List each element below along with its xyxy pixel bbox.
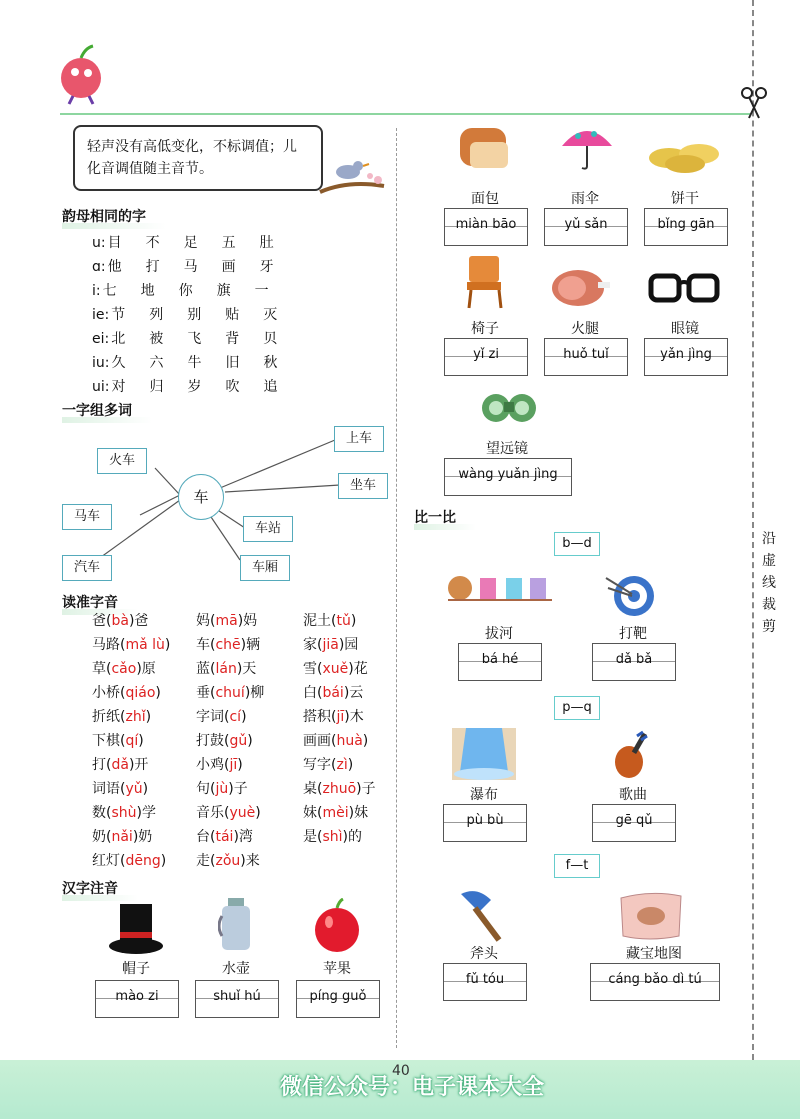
read-text: 小桥( xyxy=(92,685,126,701)
pinyin-text: pù bù xyxy=(466,813,504,828)
pinyin-text: huǒ tuǐ xyxy=(563,347,609,362)
tug-of-war-icon xyxy=(444,568,554,614)
read-item xyxy=(92,826,152,846)
pinyin-box xyxy=(590,963,720,1001)
picture-word: 斧头 xyxy=(470,946,498,962)
read-item xyxy=(303,634,358,654)
read-item xyxy=(196,682,264,702)
finals-row xyxy=(92,376,301,396)
read-pinyin: chuí xyxy=(215,685,245,701)
read-pinyin: zhuō xyxy=(322,781,357,797)
read-text: 家( xyxy=(303,637,323,653)
read-item xyxy=(196,850,260,870)
read-text: )云 xyxy=(343,685,364,701)
finals-char: 飞 xyxy=(187,331,202,347)
scissors-icon xyxy=(740,86,768,120)
read-text: )子 xyxy=(356,781,376,797)
read-text: 爸( xyxy=(92,613,112,629)
finals-char: 七 xyxy=(102,283,117,299)
read-pinyin: bà xyxy=(111,613,129,629)
read-pinyin: shì xyxy=(322,829,343,845)
note-text: 轻声没有高低变化，不标调值；儿化音调值随主音节。 xyxy=(87,139,297,177)
pinyin-text: bá hé xyxy=(481,652,519,667)
pinyin-box xyxy=(544,338,628,376)
read-text: 泥土( xyxy=(303,613,337,629)
pinyin-box xyxy=(644,208,728,246)
section-read-title: 读准字音 xyxy=(62,592,118,612)
picture-word: 水壶 xyxy=(222,961,250,977)
read-item xyxy=(196,634,260,654)
read-pinyin: jī xyxy=(229,757,238,773)
read-item xyxy=(303,826,362,846)
read-pinyin: qí xyxy=(125,733,139,749)
finals-char: 追 xyxy=(263,379,278,395)
read-pinyin: nǎi xyxy=(111,829,133,845)
finals-char: 马 xyxy=(183,259,198,275)
read-item xyxy=(196,778,248,798)
pinyin-box xyxy=(95,980,179,1018)
pinyin-text: bǐng gān xyxy=(657,217,715,232)
section-finals-title: 韵母相同的字 xyxy=(62,206,146,226)
mindmap-node: 马车 xyxy=(62,504,112,530)
finals-char: 不 xyxy=(145,235,160,251)
violin-icon xyxy=(607,730,655,780)
read-item xyxy=(92,730,144,750)
read-pinyin: gǔ xyxy=(229,733,248,749)
finals-char: 列 xyxy=(149,307,164,323)
read-text: ) xyxy=(155,685,161,701)
waterfall-icon xyxy=(452,728,516,780)
read-text: )辆 xyxy=(240,637,261,653)
finals-char: 对 xyxy=(111,379,126,395)
finals-char: 别 xyxy=(187,307,202,323)
read-pinyin: cí xyxy=(229,709,242,725)
pinyin-box xyxy=(644,338,728,376)
finals-char: 他 xyxy=(107,259,122,275)
finals-char: 灭 xyxy=(263,307,278,323)
side-char: 虚 xyxy=(762,553,776,569)
treasure-map-icon xyxy=(617,890,687,942)
finals-char: 岁 xyxy=(187,379,202,395)
axe-icon xyxy=(455,886,505,944)
pinyin-box xyxy=(592,643,676,681)
finals-char: 牙 xyxy=(259,259,274,275)
finals-char: 归 xyxy=(149,379,164,395)
finals-char: 牛 xyxy=(187,355,202,371)
read-text: )学 xyxy=(136,805,156,821)
picture-word: 藏宝地图 xyxy=(626,946,682,962)
section-compare-title: 比一比 xyxy=(414,507,456,527)
read-text: 句( xyxy=(196,781,216,797)
apple-icon xyxy=(312,898,362,954)
note-box xyxy=(73,125,323,191)
read-pinyin: xuě xyxy=(322,661,349,677)
finals-char: 足 xyxy=(183,235,198,251)
read-item xyxy=(303,802,368,822)
read-item xyxy=(303,682,363,702)
top-rule xyxy=(60,113,750,115)
picture-word: 椅子 xyxy=(471,321,499,337)
read-pinyin: zǒu xyxy=(215,853,241,869)
read-item xyxy=(92,754,148,774)
chair-icon xyxy=(463,254,507,310)
read-text: )园 xyxy=(338,637,359,653)
read-item xyxy=(92,658,156,678)
read-text: ) xyxy=(350,613,357,629)
compare-pair: f—t xyxy=(554,854,600,878)
read-pinyin: lán xyxy=(215,661,237,677)
cut-instruction xyxy=(758,528,780,638)
finals-char: 贝 xyxy=(263,331,278,347)
finals-row xyxy=(92,256,298,276)
read-text: 数( xyxy=(92,805,112,821)
read-item xyxy=(196,802,261,822)
finals-char: 北 xyxy=(111,331,126,347)
read-text: 走( xyxy=(196,853,216,869)
read-text: ) xyxy=(142,781,149,797)
pinyin-text: yǐ zi xyxy=(473,347,499,362)
finals-char: 五 xyxy=(221,235,236,251)
read-pinyin: qiáo xyxy=(125,685,156,701)
read-item xyxy=(196,730,253,750)
read-text: )木 xyxy=(344,709,364,725)
compare-pair: b—d xyxy=(554,532,600,556)
picture-word: 雨伞 xyxy=(571,191,599,207)
read-pinyin: zì xyxy=(336,757,348,773)
read-pinyin: mā xyxy=(215,613,238,629)
read-item xyxy=(92,634,170,654)
column-divider xyxy=(396,128,397,1048)
picture-word: 歌曲 xyxy=(619,787,647,803)
mindmap-node: 汽车 xyxy=(62,555,112,581)
pinyin-text: mào zi xyxy=(115,989,159,1004)
pinyin-box xyxy=(444,338,528,376)
pinyin-box xyxy=(458,643,542,681)
read-pinyin: chē xyxy=(215,637,241,653)
compare-pair: p—q xyxy=(554,696,600,720)
read-text: 打鼓( xyxy=(196,733,230,749)
finals-char: 吹 xyxy=(225,379,240,395)
read-text: 画画( xyxy=(303,733,337,749)
apple-mascot-icon xyxy=(55,42,110,107)
finals-char: 一 xyxy=(254,283,269,299)
read-text: 白( xyxy=(303,685,323,701)
finals-char: 久 xyxy=(111,355,126,371)
read-text: 词语( xyxy=(92,781,126,797)
read-text: )妈 xyxy=(237,613,258,629)
read-item xyxy=(196,754,243,774)
side-char: 沿 xyxy=(762,531,776,547)
picture-word: 火腿 xyxy=(571,321,599,337)
finals-label: ui: xyxy=(92,379,110,395)
pinyin-text: píng guǒ xyxy=(309,989,367,1004)
finals-row xyxy=(92,328,301,348)
picture-word: 眼镜 xyxy=(671,321,699,337)
read-pinyin: dēng xyxy=(125,853,161,869)
finals-label: ei: xyxy=(92,331,110,347)
read-text: ) xyxy=(255,805,261,821)
finals-label: ɑ: xyxy=(92,259,106,275)
mindmap-node: 坐车 xyxy=(338,473,388,499)
binoculars-icon xyxy=(478,382,540,432)
finals-char: 地 xyxy=(140,283,155,299)
finals-label: ie: xyxy=(92,307,110,323)
finals-row xyxy=(92,280,293,300)
read-pinyin: zhǐ xyxy=(125,709,146,725)
read-pinyin: shù xyxy=(111,805,137,821)
read-text: )妹 xyxy=(348,805,369,821)
ham-icon xyxy=(548,262,612,310)
read-pinyin: mèi xyxy=(322,805,349,821)
read-pinyin: mǎ lù xyxy=(125,637,165,653)
finals-row xyxy=(92,232,298,252)
read-text: )原 xyxy=(136,661,156,677)
picture-word: 望远镜 xyxy=(486,441,528,457)
finals-char: 贴 xyxy=(225,307,240,323)
read-pinyin: cǎo xyxy=(111,661,137,677)
read-text: )的 xyxy=(342,829,362,845)
finals-char: 旧 xyxy=(225,355,240,371)
read-text: 桌( xyxy=(303,781,323,797)
finals-char: 目 xyxy=(107,235,122,251)
read-item xyxy=(92,802,156,822)
read-text: 草( xyxy=(92,661,112,677)
finals-char: 打 xyxy=(145,259,160,275)
finals-label: iu: xyxy=(92,355,110,371)
read-text: 红灯( xyxy=(92,853,126,869)
read-text: ) xyxy=(362,733,369,749)
read-pinyin: yuè xyxy=(229,805,256,821)
read-text: 下棋( xyxy=(92,733,126,749)
read-item xyxy=(303,610,356,630)
read-text: 蓝( xyxy=(196,661,216,677)
read-text: ) xyxy=(164,637,171,653)
read-text: )来 xyxy=(240,853,260,869)
section-one-char-title: 一字组多词 xyxy=(62,400,132,420)
picture-word: 面包 xyxy=(471,191,499,207)
read-text: )柳 xyxy=(244,685,265,701)
side-char: 线 xyxy=(762,575,776,591)
read-text: )花 xyxy=(348,661,368,677)
read-text: 台( xyxy=(196,829,216,845)
read-text: ) xyxy=(241,709,247,725)
read-item xyxy=(92,682,161,702)
read-item xyxy=(196,706,247,726)
pinyin-box xyxy=(443,963,527,1001)
finals-char: 六 xyxy=(149,355,164,371)
page-number: 40 xyxy=(392,1063,410,1079)
read-item xyxy=(196,826,253,846)
read-text: 搭积( xyxy=(303,709,337,725)
read-text: ) xyxy=(247,733,253,749)
side-char: 裁 xyxy=(762,597,776,613)
read-pinyin: huà xyxy=(336,733,363,749)
bird-branch-icon xyxy=(318,150,388,195)
pinyin-text: yǎn jìng xyxy=(660,347,712,362)
pinyin-box xyxy=(195,980,279,1018)
read-text: ) xyxy=(160,853,167,869)
read-text: 雪( xyxy=(303,661,323,677)
mindmap-node: 上车 xyxy=(334,426,384,452)
picture-word: 饼干 xyxy=(671,191,699,207)
read-pinyin: jiā xyxy=(322,637,339,653)
kettle-icon xyxy=(218,896,254,954)
read-text: 妹( xyxy=(303,805,323,821)
read-text: 垂( xyxy=(196,685,216,701)
finals-label: u: xyxy=(92,235,106,251)
read-text: 折纸( xyxy=(92,709,126,725)
pinyin-text: cáng bǎo dì tú xyxy=(608,972,702,987)
read-text: 音乐( xyxy=(196,805,230,821)
read-pinyin: dǎ xyxy=(111,757,129,773)
finals-char: 被 xyxy=(149,331,164,347)
read-text: ) xyxy=(138,733,144,749)
read-text: )天 xyxy=(236,661,257,677)
read-pinyin: bái xyxy=(322,685,344,701)
finals-char: 画 xyxy=(221,259,236,275)
read-text: 小鸡( xyxy=(196,757,230,773)
pinyin-box xyxy=(592,804,676,842)
read-text: )爸 xyxy=(128,613,149,629)
mindmap-center: 车 xyxy=(178,474,224,520)
read-text: 字词( xyxy=(196,709,230,725)
pinyin-text: fǔ tóu xyxy=(465,972,505,987)
read-text: )开 xyxy=(128,757,149,773)
pinyin-box xyxy=(443,804,527,842)
pinyin-box xyxy=(444,458,572,496)
pinyin-box xyxy=(544,208,628,246)
read-item xyxy=(92,706,151,726)
finals-char: 旗 xyxy=(216,283,231,299)
read-item xyxy=(92,610,148,630)
cut-line xyxy=(752,0,754,1060)
read-text: ) xyxy=(145,709,152,725)
finals-row xyxy=(92,304,301,324)
finals-char: 背 xyxy=(225,331,240,347)
read-text: 马路( xyxy=(92,637,126,653)
read-text: 妈( xyxy=(196,613,216,629)
read-item xyxy=(303,706,364,726)
read-text: 是( xyxy=(303,829,323,845)
read-item xyxy=(92,850,166,870)
pinyin-box xyxy=(296,980,380,1018)
pinyin-text: gē qǔ xyxy=(615,813,653,828)
read-text: ) xyxy=(237,757,243,773)
read-item xyxy=(303,778,376,798)
finals-char: 节 xyxy=(111,307,126,323)
read-pinyin: yǔ xyxy=(125,781,143,797)
mindmap-node: 车厢 xyxy=(240,555,290,581)
finals-char: 你 xyxy=(178,283,193,299)
read-text: 打( xyxy=(92,757,112,773)
read-item xyxy=(303,658,368,678)
hat-icon xyxy=(108,902,164,956)
read-item xyxy=(303,754,353,774)
umbrella-icon xyxy=(558,122,616,172)
pinyin-text: shuǐ hú xyxy=(213,989,261,1004)
finals-row xyxy=(92,352,301,372)
biscuits-icon xyxy=(647,136,723,176)
target-icon xyxy=(604,568,656,620)
picture-word: 瀑布 xyxy=(470,787,498,803)
footer-text: 微信公众号：电子课本大全 xyxy=(280,1075,545,1100)
read-pinyin: tái xyxy=(215,829,234,845)
picture-word: 苹果 xyxy=(323,961,351,977)
read-text: )湾 xyxy=(233,829,253,845)
mindmap-node: 车站 xyxy=(243,516,293,542)
mindmap-node: 火车 xyxy=(97,448,147,474)
read-text: 奶( xyxy=(92,829,112,845)
read-text: ) xyxy=(347,757,354,773)
section-pinyin-title: 汉字注音 xyxy=(62,878,118,898)
read-text: 车( xyxy=(196,637,216,653)
read-pinyin: jù xyxy=(215,781,229,797)
picture-word: 帽子 xyxy=(122,961,150,977)
picture-word: 打靶 xyxy=(619,626,647,642)
read-text: )奶 xyxy=(132,829,153,845)
bread-icon xyxy=(456,122,512,172)
glasses-icon xyxy=(645,266,723,312)
pinyin-text: dǎ bǎ xyxy=(615,652,653,667)
picture-word: 拔河 xyxy=(485,626,513,642)
pinyin-box xyxy=(444,208,528,246)
finals-char: 秋 xyxy=(263,355,278,371)
side-char: 剪 xyxy=(762,619,776,635)
read-item xyxy=(92,778,148,798)
read-pinyin: tǔ xyxy=(336,613,351,629)
read-item xyxy=(196,610,257,630)
read-pinyin: jī xyxy=(336,709,345,725)
pinyin-text: yǔ sǎn xyxy=(564,217,608,232)
pinyin-text: wàng yuǎn jìng xyxy=(458,467,558,482)
pinyin-text: miàn bāo xyxy=(455,217,517,232)
finals-label: i: xyxy=(92,283,101,299)
read-item xyxy=(303,730,368,750)
read-item xyxy=(196,658,256,678)
read-text: )子 xyxy=(228,781,248,797)
finals-char: 肚 xyxy=(259,235,274,251)
read-text: 写字( xyxy=(303,757,337,773)
